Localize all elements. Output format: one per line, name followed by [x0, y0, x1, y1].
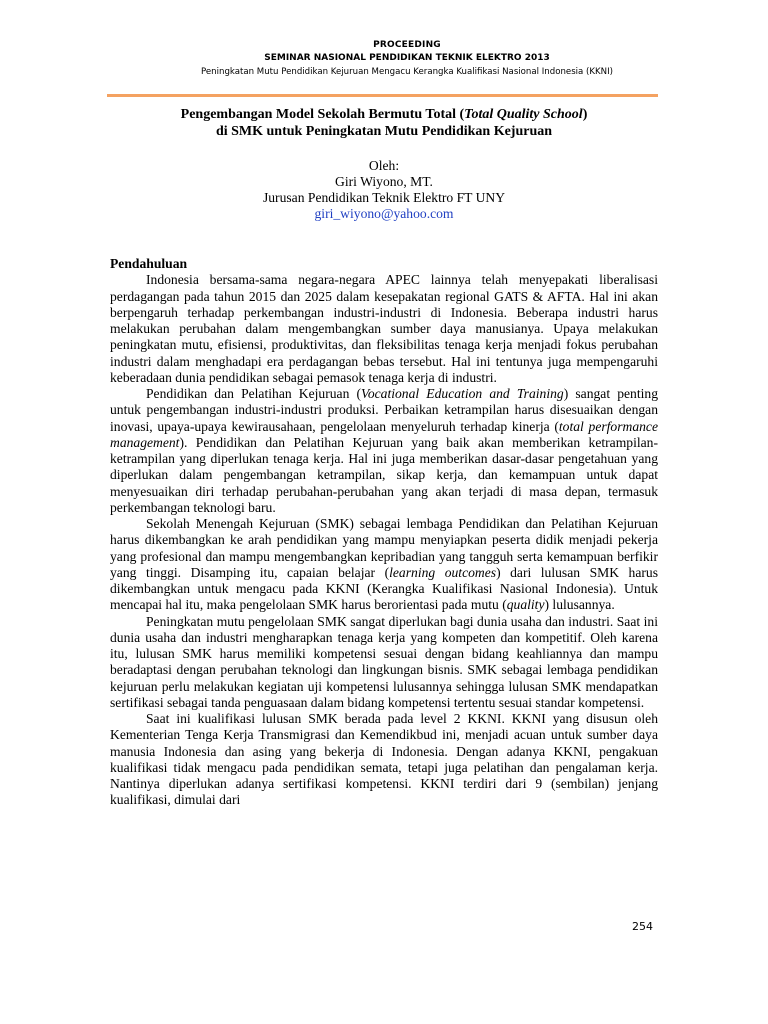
paper-body	[110, 107, 658, 809]
p3-text-b: ) dari lulusan SMK harus dikembangkan untuk mengacu pada KKNI (Kerangka Kualifikasi Nasional Indonesia). Untuk mencapai hal itu, maka pengelolaan SMK harus berorientasi pada mutu (	[110, 564, 658, 613]
p3-text-c: ) lulusannya.	[544, 597, 615, 613]
title-line1-italic: Total Quality School	[464, 107, 583, 122]
section-heading: Pendahuluan	[110, 256, 188, 271]
paragraph-2	[110, 386, 658, 516]
paragraph-1: Indonesia bersama-sama negara-negara APEC lainnya telah menyepakati liberalisasi perdagangan pada tahun 2015 dan 2025 dalam kesepakatan regional GATS & AFTA. Hal ini akan berpengaruh terhadap perkembangan industri-industri di Indonesia. Beberapa industri harus melakukan perubahan dalam mengembangkan sumber daya manusianya. Upaya melakukan peningkatan mutu, efisiensi, produktivitas, dan fleksibilitas tenaga kerja menjadi fokus perubahan industri dalam menghadapi era perdagangan bebas tersebut. Hal ini tentunya juga mempengaruhi keberadaan dunia pendidikan sebagai pemasok tenaga kerja di industri.	[110, 272, 658, 385]
p2-text-b: ) sangat penting untuk pengembangan industri-industri produksi. Perbaikan ketrampilan harus disesuaikan dengan inovasi, upaya-upaya kewirausahaan, pengelolaan menyeluruh terhadap kinerja (	[110, 386, 659, 434]
header-seminar-title: SEMINAR NASIONAL PENDIDIKAN TEKNIK ELEKTRO 2013	[264, 53, 550, 63]
p2-italic-2: total performance management	[110, 418, 658, 450]
p3-italic-2: quality	[506, 597, 545, 613]
author-oleh: Oleh:	[368, 158, 400, 173]
title-line1-pre: Pengembangan Model Sekolah Bermutu Total (	[180, 107, 465, 122]
running-header	[100, 40, 714, 77]
paper-title	[110, 107, 658, 140]
header-proceeding: PROCEEDING	[373, 40, 441, 50]
p2-italic-1: Vocational Education and Training	[361, 386, 564, 401]
page-number: 254	[632, 920, 653, 933]
header-theme: Peningkatan Mutu Pendidikan Kejuruan Mengacu Kerangka Kualifikasi Nasional Indonesia (KKNI)	[201, 67, 613, 77]
p2-text-c: ). Pendidikan dan Pelatihan Kejuruan yang baik akan memberikan ketrampilan-ketrampilan yang diperlukan tenaga kerja. Hal ini juga memberikan dasar-dasar pengetahuan yang diperlukan dalam pengembangan ketrampilan, sikap kerja, dan kemampuan untuk dapat menyesuaikan diri terhadap perubahan-perubahan yang akan terjadi di masa depan, termasuk perkembangan teknologi baru.	[110, 434, 658, 515]
p3-text-a: Sekolah Menengah Kejuruan (SMK) sebagai lembaga Pendidikan dan Pelatihan Kejuruan harus dikembangkan ke arah pendidikan yang mampu menyiapkan peserta didik menjadi pekerja yang profesional dan mampu mengembangkan kepribadian yang tangguh serta kemampuan berfikir yang tinggi. Disamping itu, capaian belajar (	[110, 516, 658, 580]
author-email-link[interactable]: giri_wiyono@yahoo.com	[314, 206, 454, 221]
author-name: Giri Wiyono, MT.	[335, 174, 433, 189]
header-divider	[107, 94, 658, 97]
title-line2: di SMK untuk Peningkatan Mutu Pendidikan Kejuruan	[215, 123, 553, 139]
p3-italic-1: learning outcomes	[389, 564, 497, 580]
paragraph-5: Saat ini kualifikasi lulusan SMK berada pada level 2 KKNI. KKNI yang disusun oleh Kementerian Tenga Kerja Transmigrasi dan Kemendikbud ini, menjadi acuan untuk sumber daya manusia Indonesia dan asing yang bekerja di Indonesia. Dengan adanya KKNI, pengakuan kualifikasi tidak mengacu pada pendidikan semata, tetapi juga pelatihan dan pengalaman kerja. Nantinya diperlukan adanya sertifikasi kompetensi. KKNI terdiri dari 9 (sembilan) jenjang kualifikasi, dimulai dari	[110, 711, 658, 808]
title-line1-post: )	[582, 107, 588, 122]
paragraph-3	[110, 516, 658, 614]
author-affiliation: Jurusan Pendidikan Teknik Elektro FT UNY	[262, 190, 506, 205]
author-block	[110, 158, 658, 222]
p2-text-a: Pendidikan dan Pelatihan Kejuruan (	[146, 386, 362, 401]
paragraph-4: Peningkatan mutu pengelolaan SMK sangat diperlukan bagi dunia usaha dan industri. Saat ini dunia usaha dan industri mengharapkan tenaga kerja yang kompeten dan kompetitif. Oleh karena itu, lulusan SMK harus memiliki kompetensi sesuai dengan bidang keahliannya dan mampu beradaptasi dengan perubahan teknologi dan lingkungan bisnis. SMK sebagai lembaga pendidikan kejuruan perlu melakukan kegiatan uji kompetensi lulusannya sehingga lulusan SMK mendapatkan sertifikasi sebagai tanda penguasaan dalam bidang kompetensi tertentu sesuai standar kompetensi.	[110, 613, 658, 710]
